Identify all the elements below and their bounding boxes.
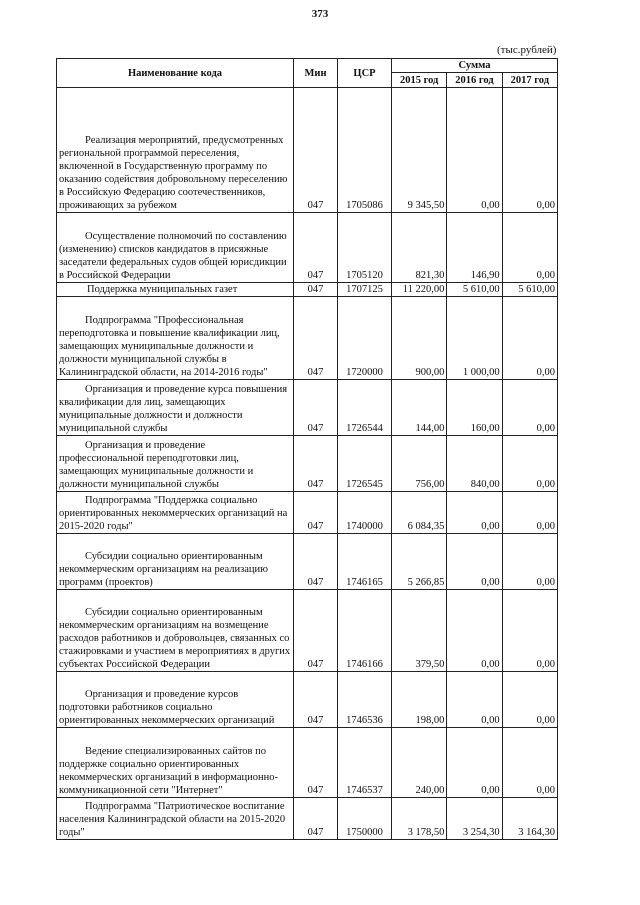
row-name-text: Организация и проведение профессиональной переподготовки лиц, замещающих муниципальные должности и должности муниципальной службы — [59, 440, 254, 490]
row-2017: 0,00 — [502, 297, 557, 380]
row-2016: 146,90 — [447, 213, 502, 283]
table-row — [57, 283, 558, 297]
row-2017: 0,00 — [502, 728, 557, 798]
row-name — [57, 213, 294, 283]
row-2017: 3 164,30 — [502, 798, 557, 840]
row-csr: 1707125 — [338, 283, 392, 297]
row-2016: 0,00 — [447, 534, 502, 590]
row-min: 047 — [294, 534, 338, 590]
row-2016: 0,00 — [447, 88, 502, 213]
row-csr: 1705086 — [338, 88, 392, 213]
row-min: 047 — [294, 798, 338, 840]
row-2016: 3 254,30 — [447, 798, 502, 840]
row-name-text: Подпрограмма "Профессиональная переподготовка и повышение квалификации лиц, замещающих муниципальные должности и должности муниципальной службы в Калининградской области, на 2014-2016 годы" — [59, 315, 280, 378]
row-2015: 240,00 — [392, 728, 447, 798]
row-2015: 6 084,35 — [392, 492, 447, 534]
row-name-text: Организация и проведение курса повышения квалификации для лиц, замещающих муниципальные должности и должности муниципальной службы — [59, 384, 288, 434]
row-min: 047 — [294, 88, 338, 213]
row-2015: 5 266,85 — [392, 534, 447, 590]
row-name-text: Поддержка муниципальных газет — [87, 284, 238, 295]
row-name — [57, 534, 294, 590]
row-name — [57, 283, 294, 297]
row-csr: 1740000 — [338, 492, 392, 534]
row-2015: 198,00 — [392, 672, 447, 728]
row-csr: 1746166 — [338, 590, 392, 672]
units-label: (тыс.рублей) — [497, 44, 557, 56]
row-csr: 1750000 — [338, 798, 392, 840]
table-row — [57, 436, 558, 492]
row-csr: 1746536 — [338, 672, 392, 728]
table-row — [57, 590, 558, 672]
row-name — [57, 798, 294, 840]
row-name — [57, 672, 294, 728]
row-csr: 1746537 — [338, 728, 392, 798]
row-csr: 1705120 — [338, 213, 392, 283]
row-csr: 1726544 — [338, 380, 392, 436]
row-2015: 144,00 — [392, 380, 447, 436]
row-2017: 0,00 — [502, 534, 557, 590]
row-name — [57, 88, 294, 213]
row-min: 047 — [294, 590, 338, 672]
header-min: Мин — [294, 59, 338, 88]
row-name — [57, 380, 294, 436]
header-sum: Сумма — [392, 59, 558, 73]
row-min: 047 — [294, 283, 338, 297]
row-name-text: Субсидии социально ориентированным некоммерческим организациям на возмещение расходов работников и добровольцев, связанных со стажировками и участием в мероприятиях в других субъектах Российской Федерации — [59, 607, 291, 670]
table-row — [57, 380, 558, 436]
row-2016: 0,00 — [447, 728, 502, 798]
row-2016: 5 610,00 — [447, 283, 502, 297]
row-name-text: Субсидии социально ориентированным некоммерческим организациям на реализацию программ (проектов) — [59, 551, 268, 588]
row-min: 047 — [294, 492, 338, 534]
row-2017: 0,00 — [502, 88, 557, 213]
row-2015: 756,00 — [392, 436, 447, 492]
row-2017: 0,00 — [502, 213, 557, 283]
table-row — [57, 88, 558, 213]
row-2016: 0,00 — [447, 492, 502, 534]
row-2017: 0,00 — [502, 380, 557, 436]
header-csr: ЦСР — [338, 59, 392, 88]
row-name — [57, 728, 294, 798]
row-name-text: Организация и проведение курсов подготовки работников социально ориентированных некоммерческих организаций — [59, 689, 275, 726]
budget-table — [56, 58, 558, 840]
table-row — [57, 672, 558, 728]
header-2016: 2016 год — [447, 73, 502, 88]
row-name — [57, 436, 294, 492]
row-min: 047 — [294, 380, 338, 436]
row-2015: 821,30 — [392, 213, 447, 283]
row-2017: 0,00 — [502, 436, 557, 492]
row-2017: 0,00 — [502, 492, 557, 534]
row-name — [57, 492, 294, 534]
row-2015: 9 345,50 — [392, 88, 447, 213]
table-row — [57, 534, 558, 590]
row-2017: 0,00 — [502, 590, 557, 672]
row-min: 047 — [294, 728, 338, 798]
table-row — [57, 297, 558, 380]
row-2015: 379,50 — [392, 590, 447, 672]
row-2016: 1 000,00 — [447, 297, 502, 380]
row-name — [57, 590, 294, 672]
table-row — [57, 728, 558, 798]
row-2015: 3 178,50 — [392, 798, 447, 840]
table-row — [57, 798, 558, 840]
page-number: 373 — [311, 8, 329, 20]
row-min: 047 — [294, 297, 338, 380]
table-row — [57, 492, 558, 534]
header-2015: 2015 год — [392, 73, 447, 88]
table-row — [57, 213, 558, 283]
row-2017: 5 610,00 — [502, 283, 557, 297]
row-name-text: Осуществление полномочий по составлению (изменению) списков кандидатов в присяжные заседатели федеральных судов общей юрисдикции в Российской Федерации — [59, 231, 287, 281]
row-min: 047 — [294, 436, 338, 492]
row-csr: 1746165 — [338, 534, 392, 590]
row-min: 047 — [294, 672, 338, 728]
row-name — [57, 297, 294, 380]
row-2016: 0,00 — [447, 672, 502, 728]
row-2015: 900,00 — [392, 297, 447, 380]
row-name-text: Ведение специализированных сайтов по поддержке социально ориентированных некоммерческих организаций в информационно-коммуникационной сети "Интернет" — [59, 746, 278, 796]
row-2017: 0,00 — [502, 672, 557, 728]
row-name-text: Подпрограмма "Поддержка социально ориентированных некоммерческих организаций на 2015-2020 годы" — [59, 495, 288, 532]
row-name-text: Реализация мероприятий, предусмотренных региональной программой переселения, включенной в Государственную программу по оказанию содействия добровольному переселению в Российскую Федерацию соотечественников, проживающих за рубежом — [59, 135, 288, 211]
row-2016: 160,00 — [447, 380, 502, 436]
header-name: Наименование кода — [57, 59, 294, 88]
row-csr: 1726545 — [338, 436, 392, 492]
row-2016: 840,00 — [447, 436, 502, 492]
row-2015: 11 220,00 — [392, 283, 447, 297]
row-csr: 1720000 — [338, 297, 392, 380]
row-name-text: Подпрограмма "Патриотическое воспитание населения Калининградской области на 2015-2020 годы" — [59, 801, 286, 838]
row-2016: 0,00 — [447, 590, 502, 672]
row-min: 047 — [294, 213, 338, 283]
header-2017: 2017 год — [502, 73, 557, 88]
